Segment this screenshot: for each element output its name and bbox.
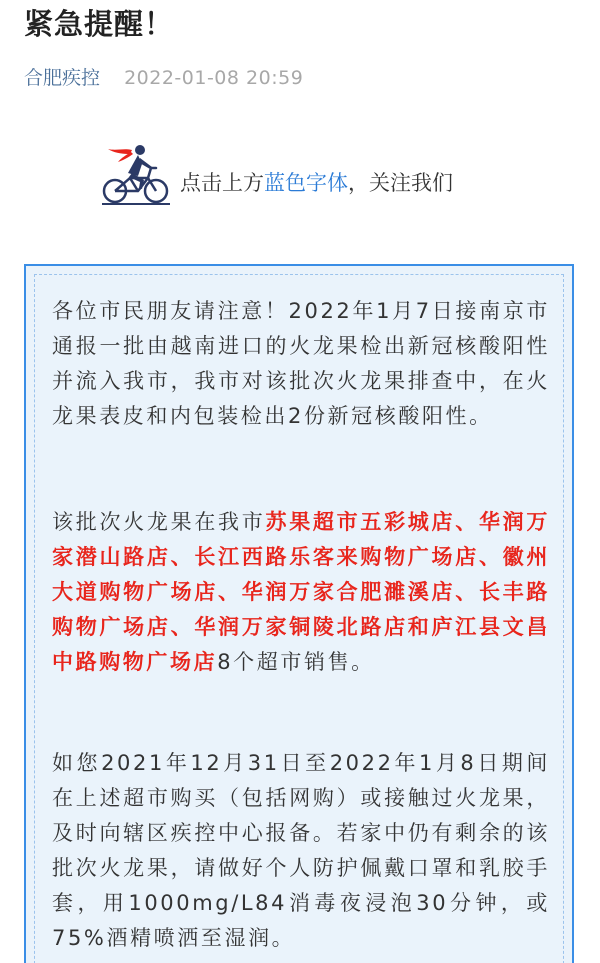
notice-paragraph-2: [52, 505, 550, 680]
publish-date: 2022-01-08 20:59: [124, 67, 304, 89]
follow-text-after: ，关注我们: [348, 171, 453, 195]
store-list-highlight: 苏果超市五彩城店、华润万家潜山路店、长江西路乐客来购物广场店、徽州大道购物广场店、华润万家合肥濉溪店、长丰路购物广场店、华润万家铜陵北路店和庐江县文昌中路购物广场店: [52, 510, 550, 674]
cyclist-icon: [96, 140, 176, 210]
notice-paragraph-3: 如您2021年12月31日至2022年1月8日期间在上述超市购买（包括网购）或接触过火龙果，及时向辖区疾控中心报备。若家中仍有剩余的该批次火龙果，请做好个人防护佩戴口罩和乳胶手套，用1000mg/L84消毒夜浸泡30分钟，或75%酒精喷洒至湿润。: [52, 751, 550, 950]
author-link[interactable]: 合肥疾控: [24, 67, 101, 89]
article-meta: [24, 64, 303, 92]
follow-banner: [96, 140, 516, 210]
article-title: 紧急提醒！: [24, 7, 175, 41]
follow-text-before: 点击上方: [180, 171, 264, 195]
paragraph-2-lead: 该批次火龙果在我市: [52, 510, 266, 534]
paragraph-2-tail: 8个超市销售。: [217, 650, 375, 674]
notice-paragraph-1: 各位市民朋友请注意！2022年1月7日接南京市通报一批由越南进口的火龙果检出新冠核酸阳性并流入我市，我市对该批次火龙果排查中，在火龙果表皮和内包装检出2份新冠核酸阳性。: [52, 299, 550, 428]
follow-prompt: [180, 168, 453, 198]
notice-box: [24, 264, 574, 963]
follow-link[interactable]: 蓝色字体: [264, 171, 348, 195]
